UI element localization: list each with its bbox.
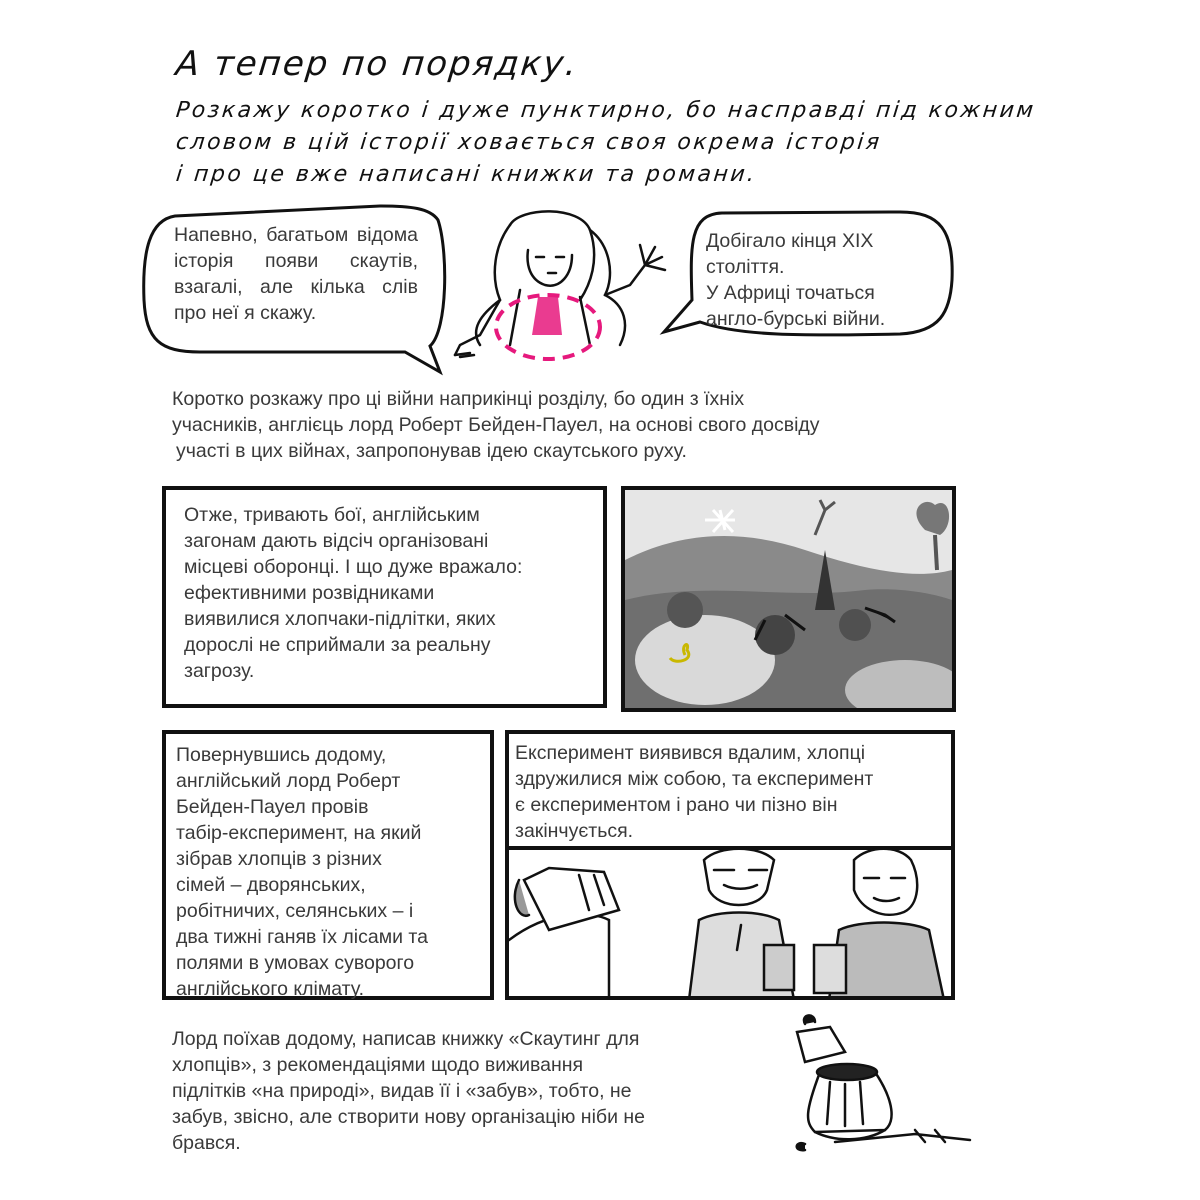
panel-1-text	[184, 502, 522, 684]
panel-3-line: закінчується.	[515, 820, 634, 842]
intro-line: учасників, англієць лорд Роберт Бейден-Пауел, на основі свого досвіду	[172, 414, 820, 436]
panel-2-line: табір-експеримент, на який	[176, 822, 422, 844]
header-line-2: словом в цій історії ховається своя окрема історія	[174, 130, 883, 155]
panel-2-line: сімей – дворянських,	[176, 874, 366, 896]
intro-paragraph	[172, 386, 820, 464]
panel-text-box-1	[162, 486, 607, 708]
panel-2-line: два тижні ганяв їх лісами та	[176, 926, 428, 948]
narrator-illustration	[440, 205, 680, 365]
panel-3-line: здружилися між собою, та експеримент	[515, 768, 874, 790]
right-bubble-line: англо-бурські війни.	[706, 308, 886, 330]
panel-1-line: Отже, тривають бої, англійським	[184, 504, 480, 526]
panel-3	[505, 730, 955, 1000]
right-bubble-line: У Африці точаться	[706, 282, 875, 304]
panel-2-line: Повернувшись додому,	[176, 744, 387, 766]
panel-2-line: Бейден-Пауел провів	[176, 796, 369, 818]
panel-1-line: загрозу.	[184, 660, 255, 682]
intro-line: Коротко розкажу про ці війни наприкінці розділу, бо один з їхніх	[172, 388, 745, 410]
toast-scene-illustration	[509, 850, 951, 1000]
panel-1-line: дорослі не сприймали за реальну	[184, 634, 491, 656]
panel-2-line: зібрав хлопців з різних	[176, 848, 382, 870]
panel-1-line: загонам дають відсіч організовані	[184, 530, 489, 552]
panel-3-line: Експеримент виявився вдалим, хлопці	[515, 742, 866, 764]
header-line-3: і про це вже написані книжки та романи.	[174, 162, 759, 187]
panel-3-text	[515, 740, 949, 844]
outro-line: хлопців», з рекомендаціями щодо виживання	[172, 1054, 584, 1076]
panel-2-text	[176, 742, 428, 1002]
battle-scene-illustration	[625, 490, 952, 708]
outro-paragraph	[172, 1026, 645, 1156]
outro-line: Лорд поїхав додому, написав книжку «Скаутинг для	[172, 1028, 640, 1050]
panel-1-line: виявилися хлопчаки-підлітки, яких	[184, 608, 496, 630]
header-line-1: Розкажу коротко і дуже пунктирно, бо насправді під кожним	[174, 98, 1037, 123]
outro-line: підлітків «на природі», видав її і «забув», тобто, не	[172, 1080, 632, 1102]
left-bubble-text: Напевно, багатьом відома історія появи скаутів, взагалі, але кілька слів про неї я скажу.	[174, 224, 418, 324]
panel-2-line: полями в умовах суворого	[176, 952, 415, 974]
panel-2-line: англійського клімату.	[176, 978, 365, 1000]
right-bubble-line: століття.	[706, 256, 785, 278]
panel-2-line: англійський лорд Роберт	[176, 770, 401, 792]
battle-scene-panel	[621, 486, 956, 712]
panel-3-line: є експериментом і рано чи пізно він	[515, 794, 838, 816]
page-title: А тепер по порядку.	[173, 44, 581, 84]
panel-2-line: робітничих, селянських – і	[176, 900, 414, 922]
panel-1-line: місцеві оборонці. І що дуже вражало:	[184, 556, 523, 578]
intro-line: участі в цих війнах, запропонував ідею скаутського руху.	[176, 440, 687, 462]
outro-line: брався.	[172, 1132, 241, 1154]
inkwell-illustration	[775, 1012, 975, 1152]
panel-1-line: ефективними розвідниками	[184, 582, 435, 604]
outro-line: забув, звісно, але створити нову організацію ніби не	[172, 1106, 645, 1128]
right-bubble-line: Добігало кінця XIX	[706, 230, 874, 252]
panel-text-box-2	[162, 730, 494, 1000]
right-bubble-text	[706, 228, 946, 332]
